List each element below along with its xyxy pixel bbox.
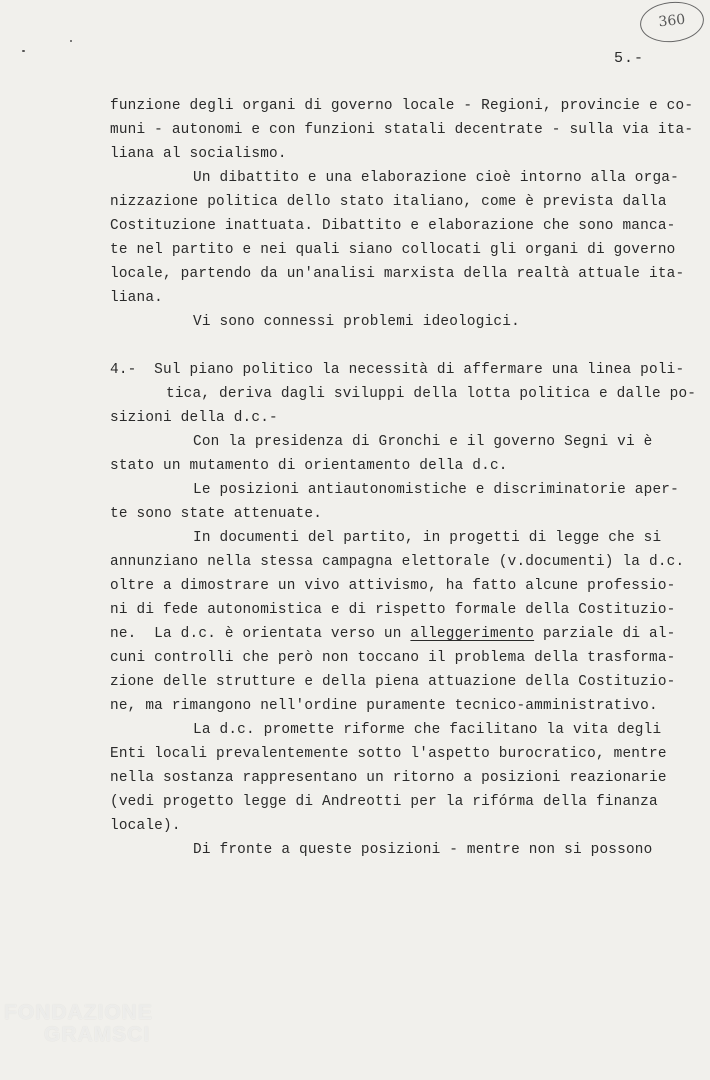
text-line: sizioni della d.c.- bbox=[110, 410, 278, 426]
text-line: Enti locali prevalentemente sotto l'aspetto burocratico, mentre bbox=[110, 746, 667, 762]
watermark-line: GRAMSCI bbox=[44, 1023, 151, 1047]
text-line: tica, deriva dagli sviluppi della lotta politica e dalle po- bbox=[166, 386, 697, 402]
text-line: locale, partendo da un'analisi marxista della realtà attuale ita- bbox=[110, 266, 685, 282]
text-line: Le posizioni antiautonomistiche e discriminatorie aper- bbox=[193, 482, 679, 498]
text-line: liana. bbox=[110, 290, 164, 306]
text-line: annunziano nella stessa campagna elettorale (v.documenti) la d.c. bbox=[110, 554, 685, 570]
text-line: Costituzione inattuata. Dibattito e elaborazione che sono manca- bbox=[110, 218, 676, 234]
watermark-line: FONDAZIONE bbox=[4, 1001, 153, 1024]
text-segment: ne. La d.c. è orientata verso un bbox=[110, 626, 411, 642]
text-line: nella sostanza rappresentano un ritorno a posizioni reazionarie bbox=[110, 770, 667, 786]
text-line: te sono state attenuate. bbox=[110, 506, 323, 522]
text-line: te nel partito e nei quali siano collocati gli organi di governo bbox=[110, 242, 676, 258]
text-line: oltre a dimostrare un vivo attivismo, ha fatto alcune professio- bbox=[110, 578, 676, 594]
text-line: Con la presidenza di Gronchi e il governo Segni vi è bbox=[193, 434, 653, 450]
text-line: ni di fede autonomistica e di rispetto formale della Costituzio- bbox=[110, 602, 676, 618]
underlined-word: alleggerimento bbox=[410, 626, 535, 642]
text-line: stato un mutamento di orientamento della d.c. bbox=[110, 458, 508, 474]
text-segment: parziale di al- bbox=[534, 626, 676, 642]
text-line: funzione degli organi di governo locale - Regioni, provincie e co- bbox=[110, 98, 694, 114]
text-line: cuni controlli che però non toccano il problema della trasforma- bbox=[110, 650, 676, 666]
text-line: 4.- Sul piano politico la necessità di affermare una linea poli- bbox=[110, 362, 685, 378]
text-line: Un dibattito e una elaborazione cioè intorno alla orga- bbox=[193, 170, 679, 186]
text-line bbox=[110, 627, 676, 641]
page-number: 5.- bbox=[614, 50, 645, 67]
ink-speck bbox=[22, 50, 25, 52]
text-line: Di fronte a queste posizioni - mentre non si possono bbox=[193, 842, 653, 858]
watermark-logo bbox=[4, 1002, 179, 1046]
text-line: liana al socialismo. bbox=[110, 146, 287, 162]
text-line: In documenti del partito, in progetti di legge che si bbox=[193, 530, 662, 546]
text-line: ne, ma rimangono nell'ordine puramente tecnico-amministrativo. bbox=[110, 698, 658, 714]
text-line: muni - autonomi e con funzioni statali decentrate - sulla via ita- bbox=[110, 122, 694, 138]
text-line: Vi sono connessi problemi ideologici. bbox=[193, 314, 520, 330]
ink-speck bbox=[70, 40, 72, 42]
text-line: locale). bbox=[110, 818, 181, 834]
text-line: La d.c. promette riforme che facilitano la vita degli bbox=[193, 722, 662, 738]
archive-stamp: 360 bbox=[638, 0, 706, 45]
text-line: zione delle strutture e della piena attuazione della Costituzio- bbox=[110, 674, 676, 690]
text-line: (vedi progetto legge di Andreotti per la rifórma della finanza bbox=[110, 794, 658, 810]
text-line: nizzazione politica dello stato italiano, come è prevista dalla bbox=[110, 194, 667, 210]
